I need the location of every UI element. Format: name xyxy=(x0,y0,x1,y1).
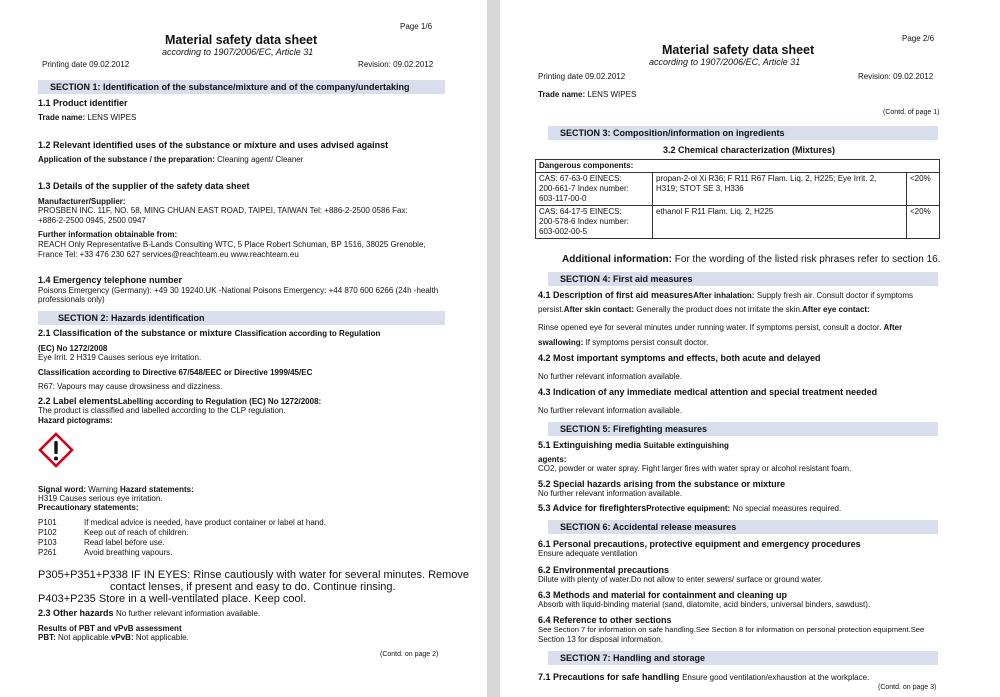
document-title: Material safety data sheet xyxy=(662,43,815,57)
document-title: Material safety data sheet xyxy=(165,33,318,47)
eye-contact: Rinse opened eye for several minutes under running water. If symptoms persist, consult a doctor. After xyxy=(538,323,903,332)
section-6-header: SECTION 6: Accidental release measures xyxy=(548,520,938,534)
document-subtitle: according to 1907/2006/EC, Article 31 xyxy=(649,57,801,67)
heading-4-1: 4.1 Description of first aid measuresAfter inhalation: Supply fresh air. Consult doctor if symptoms xyxy=(538,290,913,300)
heading-6-1-value: Ensure adequate ventilation xyxy=(538,549,638,558)
section-7-header: SECTION 7: Handling and storage xyxy=(548,651,938,665)
heading-1-2: 1.2 Relevant identified uses of the substance or mixture and uses advised against xyxy=(38,140,389,150)
heading-5-1: 5.1 Extinguishing media Suitable extinguishing xyxy=(538,440,729,450)
further-info-label: Further information obtainable from: xyxy=(38,230,178,239)
swallowing: swallowing: If symptoms persist consult doctor. xyxy=(538,338,709,347)
agents-label: agents: xyxy=(538,455,567,464)
heading-5-3: 5.3 Advice for firefightersProtective equipment: No special measures required. xyxy=(538,503,842,513)
component-description: propan-2-ol Xi R36; F R11 R67 Flam. Liq. 2, H225; Eye Irrit. 2, H319; STOT SE 3, H336 xyxy=(653,173,907,206)
agents-value: CO2, powder or water spray. Fight larger fires with water spray or alcohol resistant foam. xyxy=(538,464,852,473)
heading-4-3: 4.3 Indication of any immediate medical attention and special treatment needed xyxy=(538,387,878,397)
precaution-item: P261 Avoid breathing vapours. xyxy=(38,548,173,557)
exclamation-hazard-pictogram-icon xyxy=(38,432,74,468)
section-4-header: SECTION 4: First aid measures xyxy=(548,272,938,286)
heading-5-2-value: No further relevant information available. xyxy=(538,489,683,498)
heading-6-4-line-2: Section 13 for disposal information. xyxy=(538,635,663,644)
application: Application of the substance / the preparation: Cleaning agent/ Cleaner xyxy=(38,155,304,164)
ec-regulation-label: (EC) No 1272/2008 xyxy=(38,344,108,353)
component-description: ethanol F R11 Flam. Liq. 2, H225 xyxy=(653,206,907,239)
manufacturer-line-1: PROSBEN INC. 11F, NO. 58, MING CHUAN EAST ROAD, TAIPEI, TAIWAN Tel: +886-2-2500 0586 Fax: xyxy=(38,206,408,215)
heading-2-2: 2.2 Label elementsLabelling according to Regulation (EC) No 1272/2008: xyxy=(38,396,322,406)
document-subtitle: according to 1907/2006/EC, Article 31 xyxy=(162,47,314,57)
precaution-list xyxy=(38,518,326,558)
further-info-line-1: REACH Only Representative B-Lands Consulting WTC, 5 Place Robert Schuman, BP 1516, 38025 Grenoble, xyxy=(38,240,426,249)
section-2-header: SECTION 2: Hazards identification xyxy=(38,311,445,325)
page-number: Page 2/6 xyxy=(902,34,935,43)
table-header-cell: Dangerous components: xyxy=(536,160,940,173)
pbt-values: PBT: Not applicable.vPvB: Not applicable. xyxy=(38,633,189,642)
printing-date: Printing date 09.02.2012 xyxy=(42,60,130,69)
revision-date: Revision: 09.02.2012 xyxy=(858,72,934,81)
additional-information: Additional information: For the wording of the listed risk phrases refer to section 16. xyxy=(562,254,941,265)
section-5-header: SECTION 5: Firefighting measures xyxy=(548,422,938,436)
pbt-label: Results of PBT and vPvB assessment xyxy=(38,624,182,633)
heading-6-4: 6.4 Reference to other sections xyxy=(538,615,672,625)
heading-1-1: 1.1 Product identifier xyxy=(38,98,128,108)
precaution-item: P102 Keep out of reach of children. xyxy=(38,528,189,537)
emergency-line-1: Poisons Emergency (Germany): +49 30 19240.UK -National Poisons Emergency: +44 870 600 6266 (24h -health xyxy=(38,286,439,295)
table-row xyxy=(536,173,940,206)
heading-7-1: 7.1 Precautions for safe handling Ensure good ventilation/exhaustion at the workplace. xyxy=(538,672,870,682)
section-1-header: SECTION 1: Identification of the substance/mixture and of the company/undertaking xyxy=(38,80,445,94)
p305-line-2: contact lenses, if present and easy to do. Continue rinsing. xyxy=(110,581,396,593)
dangerous-components-table xyxy=(535,159,940,239)
heading-2-3: 2.3 Other hazards No further relevant information available. xyxy=(38,608,261,618)
table-row xyxy=(536,206,940,239)
heading-6-3-value: Absorb with liquid-binding material (sand, diatomite, acid binders, universal binders, sawdust). xyxy=(538,600,871,609)
trade-name: Trade name: LENS WIPES xyxy=(38,113,137,122)
trade-name: Trade name: LENS WIPES xyxy=(538,90,637,99)
heading-6-2-value: Dilute with plenty of water.Do not allow to enter sewers/ surface or ground water. xyxy=(538,575,823,584)
p403-statement: P403+P235 Store in a well-ventilated place. Keep cool. xyxy=(38,593,307,605)
heading-5-2: 5.2 Special hazards arising from the substance or mixture xyxy=(538,479,786,489)
sds-page-2 xyxy=(500,0,1000,697)
component-ids: CAS: 64-17-5 EINECS: 200-578-6 Index number: 603-002-00-5 xyxy=(536,206,653,239)
further-info-line-2: France Tel: +33 476 230 627 services@reachteam.eu www.reachteam.eu xyxy=(38,250,299,259)
page-gap xyxy=(487,0,500,697)
heading-2-1: 2.1 Classification of the substance or mixture Classification according to Regulation xyxy=(38,328,381,338)
continued-from-note: (Contd. of page 1) xyxy=(883,109,940,116)
printing-date: Printing date 09.02.2012 xyxy=(538,72,626,81)
heading-4-3-value: No further relevant information available. xyxy=(538,406,683,415)
skin-contact: persist.After skin contact: Generally the product does not irritate the skin.After eye contact: xyxy=(538,305,870,314)
signal-word: Signal word: Warning Hazard statements: xyxy=(38,485,194,494)
h319-statement: H319 Causes serious eye irritation. xyxy=(38,494,163,503)
continued-note: (Contd. on page 3) xyxy=(878,684,937,691)
page-number: Page 1/6 xyxy=(400,22,433,31)
manufacturer-line-2: +886-2-2500 0945, 2500 0947 xyxy=(38,216,146,225)
sds-page-1 xyxy=(0,0,487,697)
heading-1-4: 1.4 Emergency telephone number xyxy=(38,275,183,285)
precaution-item: P101 If medical advice is needed, have product container or label at hand. xyxy=(38,518,326,527)
heading-6-1: 6.1 Personal precautions, protective equipment and emergency procedures xyxy=(538,539,861,549)
heading-3-2: 3.2 Chemical characterization (Mixtures) xyxy=(663,145,836,155)
directive-label: Classification according to Directive 67/548/EEC or Directive 1999/45/EC xyxy=(38,368,313,377)
heading-6-4-line-1: See Section 7 for information on safe handling.See Section 8 for information on personal protection equipment.See xyxy=(538,625,925,634)
r67-phrase: R67: Vapours may cause drowsiness and dizziness. xyxy=(38,382,223,391)
precaution-item: P103 Read label before use. xyxy=(38,538,165,547)
section-3-header: SECTION 3: Composition/information on ingredients xyxy=(548,126,938,140)
table-header-row xyxy=(536,160,940,173)
heading-6-3: 6.3 Methods and material for containment and cleaning up xyxy=(538,590,788,600)
heading-4-2: 4.2 Most important symptoms and effects, both acute and delayed xyxy=(538,353,821,363)
manufacturer-label: Manufacturer/Supplier: xyxy=(38,197,126,206)
continued-note: (Contd. on page 2) xyxy=(380,651,439,658)
emergency-line-2: professionals only) xyxy=(38,295,105,304)
hazard-pictograms-label: Hazard pictograms: xyxy=(38,416,113,425)
heading-4-2-value: No further relevant information available. xyxy=(538,372,683,381)
component-percent: <20% xyxy=(907,173,940,206)
revision-date: Revision: 09.02.2012 xyxy=(358,60,434,69)
component-ids: CAS: 67-63-0 EINECS: 200-661-7 Index number: 603-117-00-0 xyxy=(536,173,653,206)
eye-irritation-class: Eye Irrit. 2 H319 Causes serious eye irritation. xyxy=(38,353,202,362)
clp-statement: The product is classified and labelled according to the CLP regulation. xyxy=(38,406,286,415)
heading-1-3: 1.3 Details of the supplier of the safety data sheet xyxy=(38,181,250,191)
heading-6-2: 6.2 Environmental precautions xyxy=(538,565,670,575)
component-percent: <20% xyxy=(907,206,940,239)
p305-line-1: P305+P351+P338 IF IN EYES: Rinse cautiously with water for several minutes. Remove xyxy=(38,569,470,581)
precautionary-label: Precautionary statements: xyxy=(38,503,139,512)
